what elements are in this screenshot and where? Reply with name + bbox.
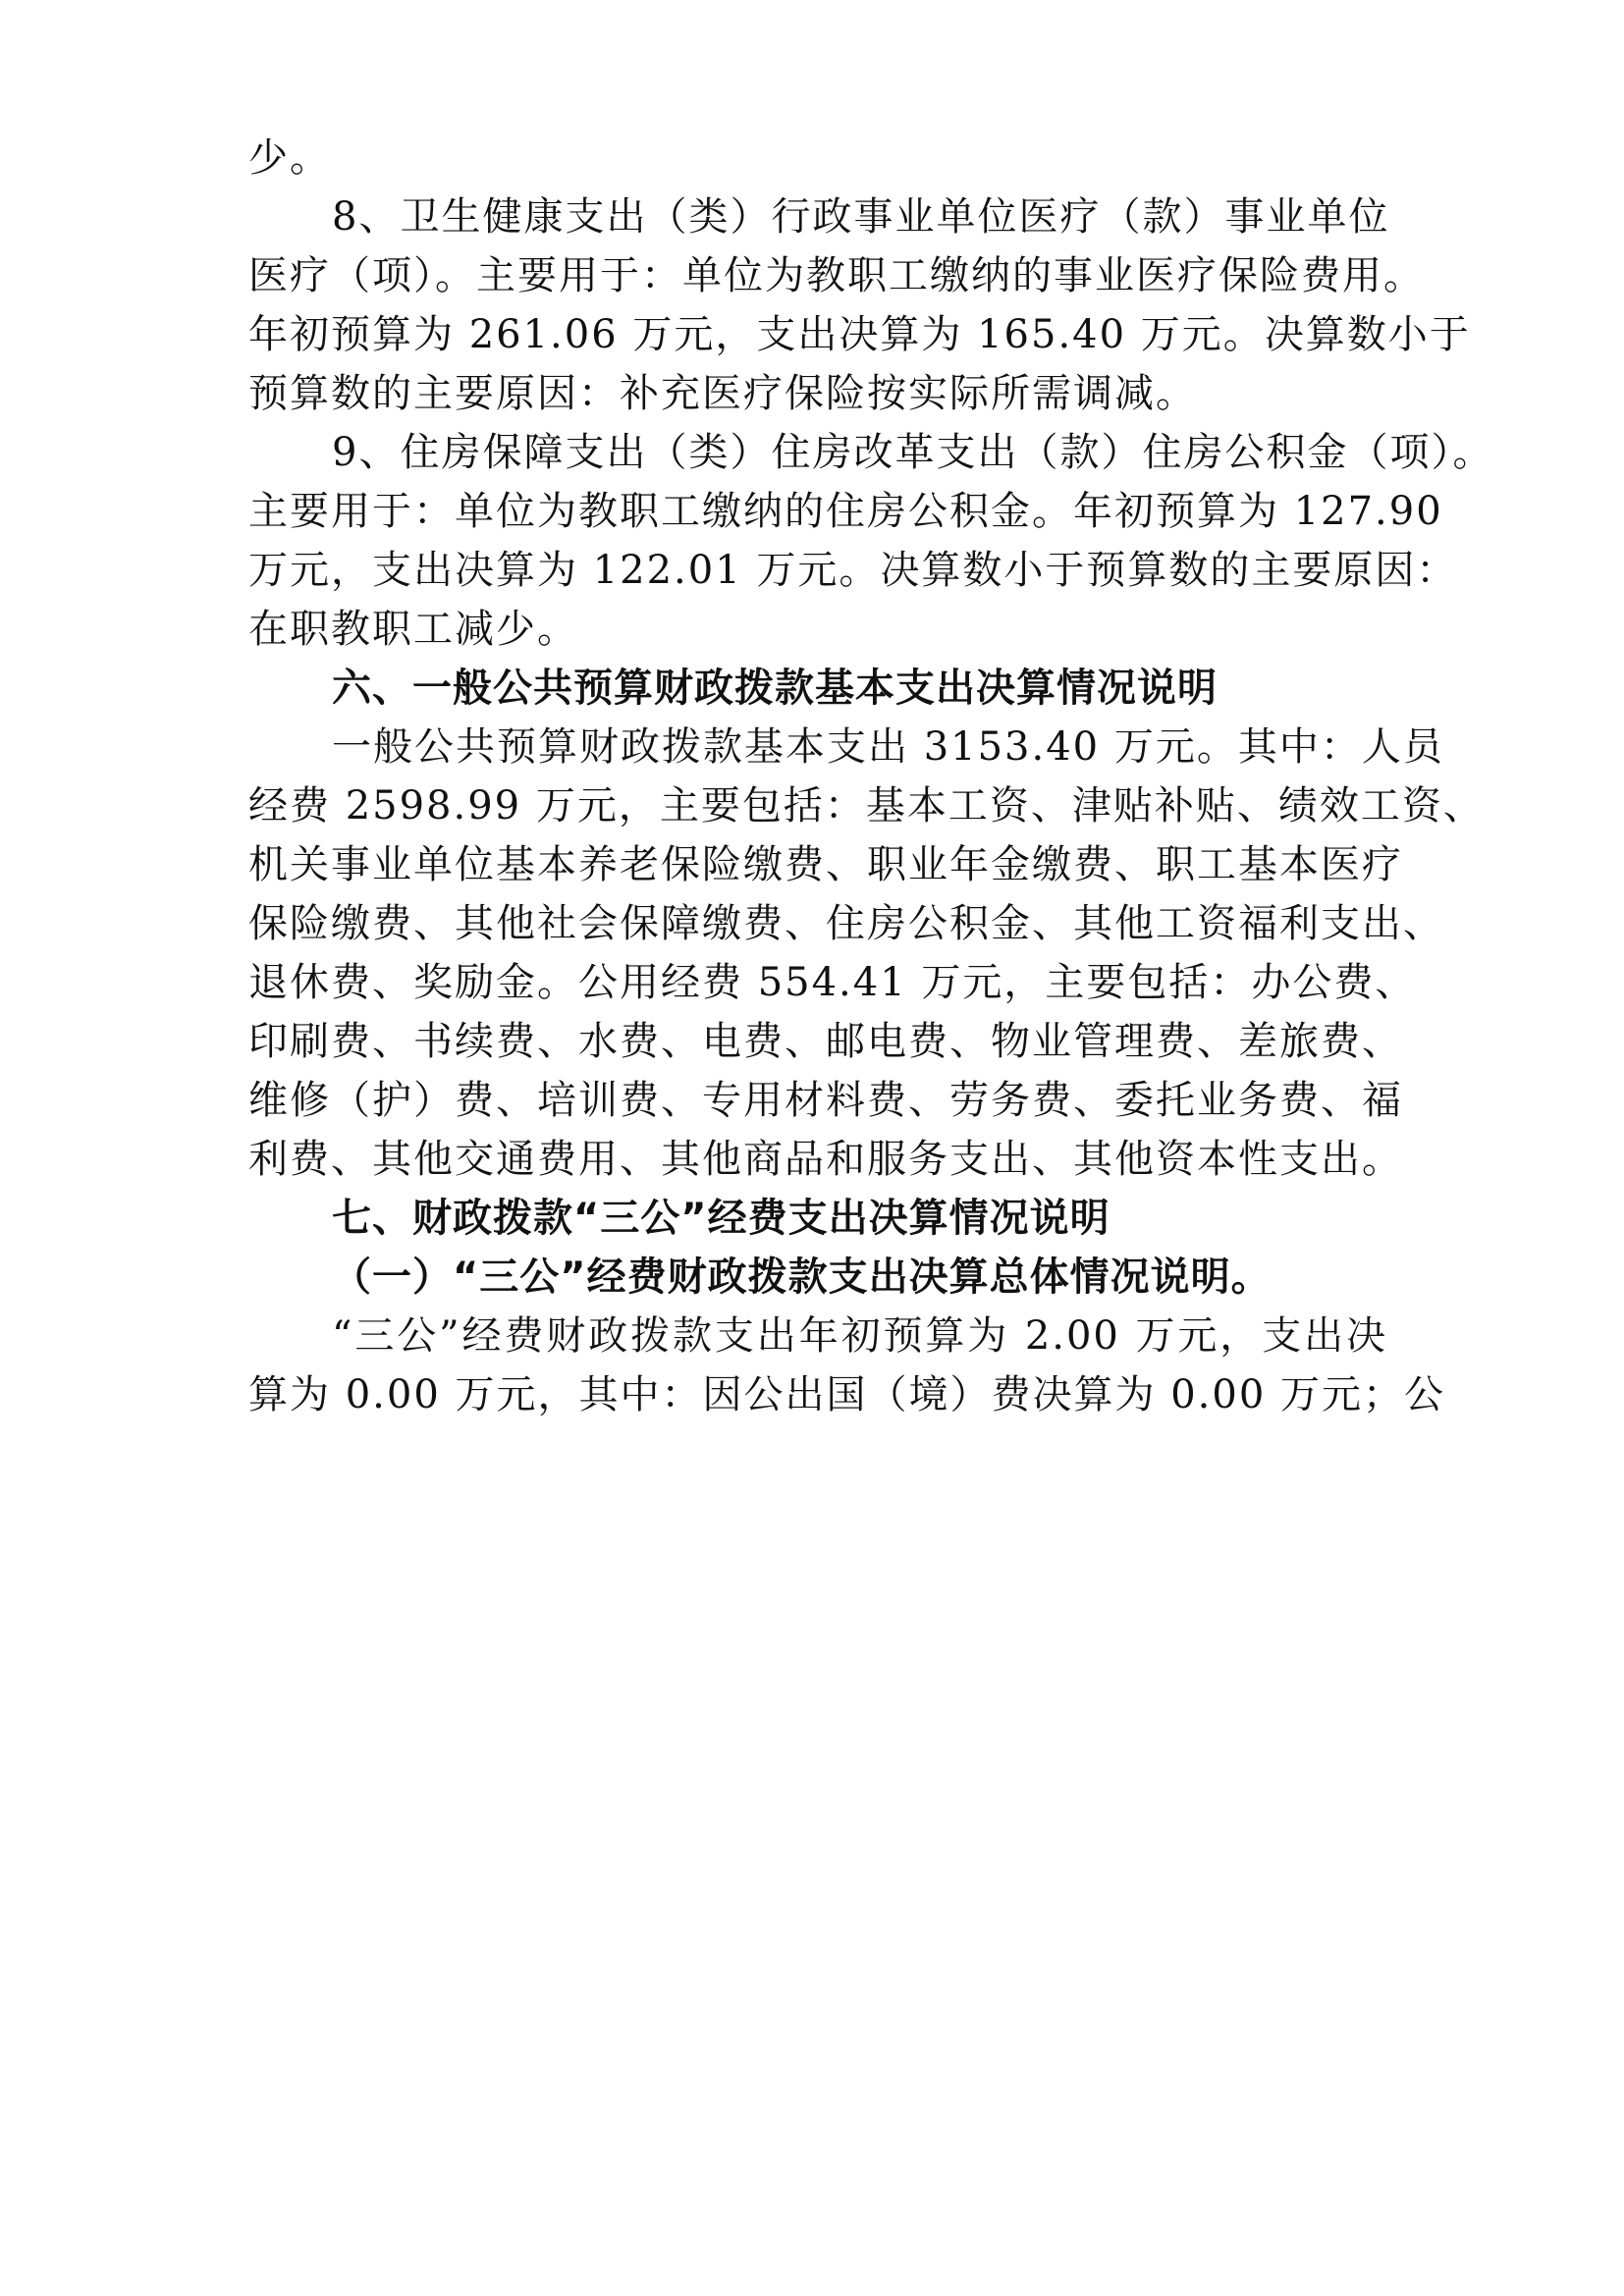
paragraph-line: 维修（护）费、培训费、专用材料费、劳务费、委托业务费、福 <box>248 1078 1403 1123</box>
section-heading: 六、一般公共预算财政拨款基本支出决算情况说明 <box>332 666 1218 711</box>
paragraph-line: 9、住房保障支出（类）住房改革支出（款）住房公积金（项）。 <box>332 430 1494 475</box>
paragraph-line: 保险缴费、其他社会保障缴费、住房公积金、其他工资福利支出、 <box>248 901 1444 946</box>
section-heading: 七、财政拨款“三公”经费支出决算情况说明 <box>332 1196 1110 1241</box>
paragraph-line: 万元，支出决算为 122.01 万元。决算数小于预算数的主要原因： <box>248 548 1458 593</box>
paragraph-line: “三公”经费财政拨款支出年初预算为 2.00 万元，支出决 <box>332 1313 1387 1359</box>
paragraph-line: 8、卫生健康支出（类）行政事业单位医疗（款）事业单位 <box>332 194 1390 240</box>
subsection-heading: （一）“三公”经费财政拨款支出决算总体情况说明。 <box>332 1255 1272 1300</box>
paragraph-line: 印刷费、书续费、水费、电费、邮电费、物业管理费、差旅费、 <box>248 1019 1403 1064</box>
paragraph-line: 少。 <box>248 135 331 181</box>
paragraph-line: 机关事业单位基本养老保险缴费、职业年金缴费、职工基本医疗 <box>248 842 1403 887</box>
paragraph-line: 主要用于：单位为教职工缴纳的住房公积金。年初预算为 127.90 <box>248 489 1443 534</box>
paragraph-line: 经费 2598.99 万元，主要包括：基本工资、津贴补贴、绩效工资、 <box>248 783 1485 828</box>
paragraph-line: 预算数的主要原因：补充医疗保险按实际所需调减。 <box>248 371 1197 416</box>
paragraph-line: 退休费、奖励金。公用经费 554.41 万元，主要包括：办公费、 <box>248 960 1417 1005</box>
paragraph-line: 在职教职工减少。 <box>248 607 578 652</box>
paragraph-line: 算为 0.00 万元，其中：因公出国（境）费决算为 0.00 万元；公 <box>248 1372 1445 1417</box>
paragraph-line: 利费、其他交通费用、其他商品和服务支出、其他资本性支出。 <box>248 1137 1403 1182</box>
paragraph-line: 医疗（项）。主要用于：单位为教职工缴纳的事业医疗保险费用。 <box>248 253 1425 298</box>
paragraph-line: 一般公共预算财政拨款基本支出 3153.40 万元。其中：人员 <box>332 724 1444 770</box>
paragraph-line: 年初预算为 261.06 万元，支出决算为 165.40 万元。决算数小于 <box>248 312 1471 357</box>
